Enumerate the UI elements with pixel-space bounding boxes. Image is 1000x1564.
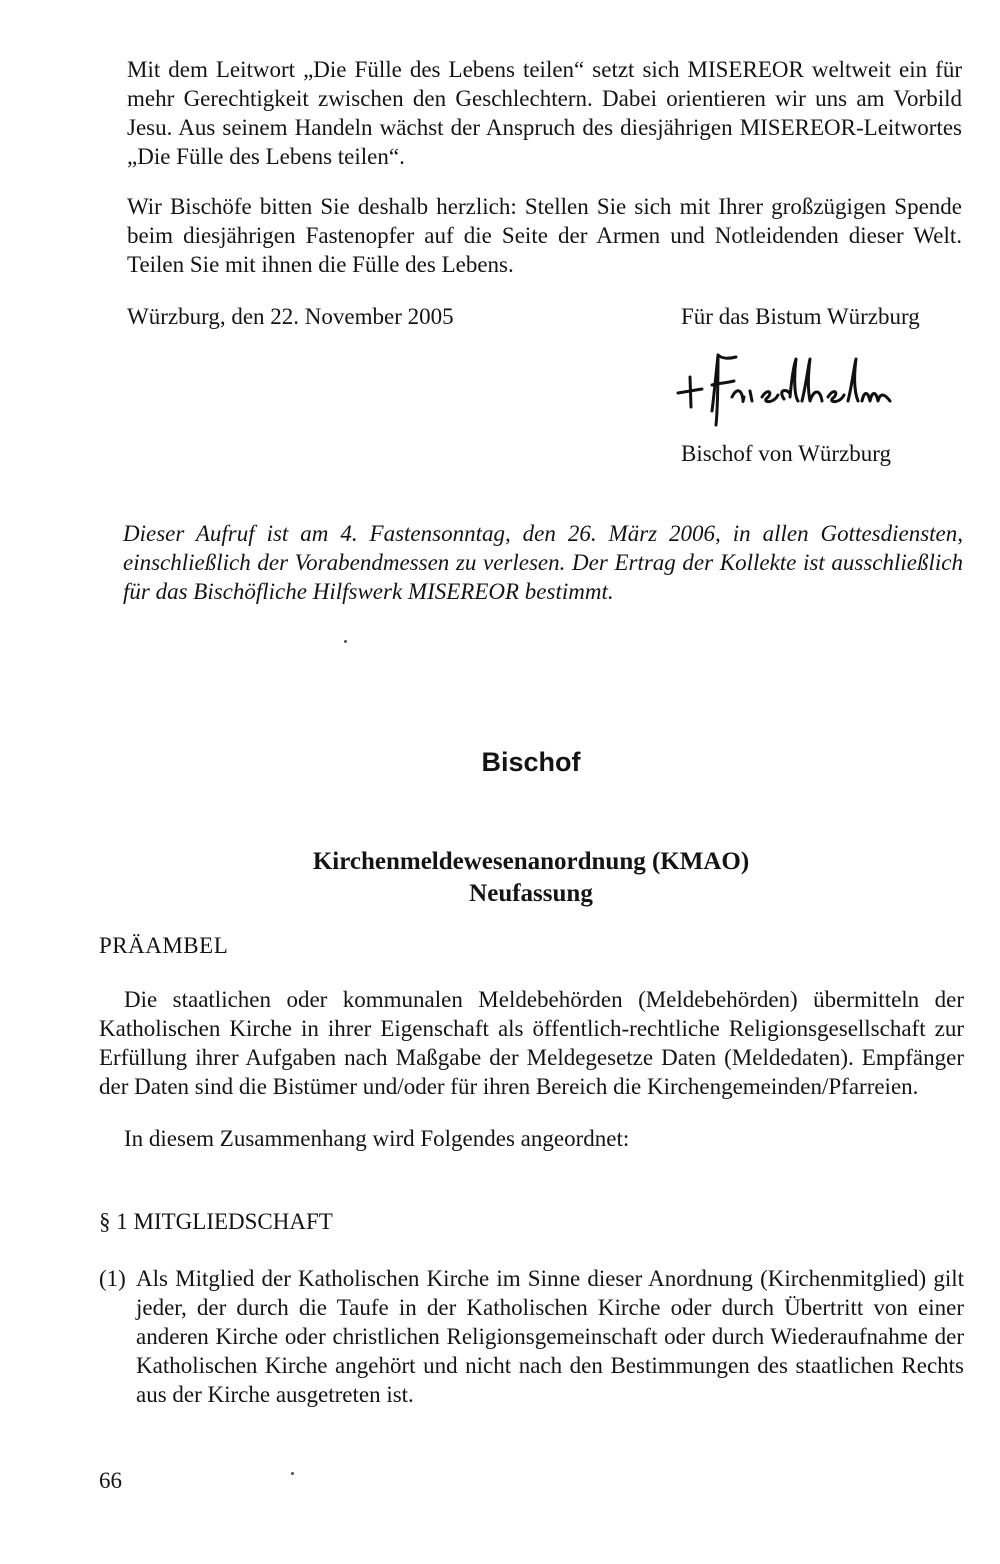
signatory-title: Bischof von Würzburg <box>681 441 891 466</box>
place-date: Würzburg, den 22. November 2005 <box>127 304 454 329</box>
letter-paragraph-1: Mit dem Leitwort „Die Fülle des Lebens teilen“ setzt sich MISEREOR weltweit ein für mehr Gerechtigkeit zwischen den Geschlechtern. Dabei orientieren wir uns am Vorbild Jesu. Aus seinem Handeln wächst der Anspruch des diesjährigen MISEREOR-Leitwortes „Die Fülle des Lebens teilen“. <box>127 57 962 169</box>
section-1-label: § 1 MITGLIEDSCHAFT <box>99 1209 333 1234</box>
section-heading: Bischof <box>481 747 581 777</box>
preamble-text <box>99 985 964 1101</box>
ordinance-title-line-1: Kirchenmeldewesenanordnung (KMAO) <box>312 848 750 875</box>
page-number: 66 <box>99 1468 122 1493</box>
preamble-closing-line: In diesem Zusammenhang wird Folgendes angeordnet: <box>124 1126 630 1151</box>
preamble-paragraph: Die staatlichen oder kommunalen Meldebehörden (Meldebehörden) übermitteln der Katholischen Kirche in ihrer Eigenschaft als öffentlich-rechtliche Religionsgesellschaft zur Erfüllung ihrer Aufgaben nach Maßgabe der Meldegesetze Daten (Meldedaten). Empfänger der Daten sind die Bistümer und/oder für ihren Bereich die Kirchengemeinden/Pfarreien. <box>99 987 964 1099</box>
clause-1-number: (1) <box>99 1266 126 1291</box>
handwritten-signature <box>668 345 928 435</box>
reading-notice: Dieser Aufruf ist am 4. Fastensonntag, den 26. März 2006, in allen Gottesdiensten, einschließlich der Vorabendmessen zu verlesen. Der Ertrag der Kollekte ist ausschließlich für das Bischöfliche Hilfswerk MISEREOR bestimmt. <box>123 521 963 604</box>
letter-paragraph-2: Wir Bischöfe bitten Sie deshalb herzlich: Stellen Sie sich mit Ihrer großzügigen Spende beim diesjährigen Fastenopfer auf die Seite der Armen und Notleidenden dieser Welt. Teilen Sie mit ihnen die Fülle des Lebens. <box>127 194 962 277</box>
clause-1-text: Als Mitglied der Katholischen Kirche im Sinne dieser Anordnung (Kirchenmitglied) gilt jeder, der durch die Taufe in der Katholischen Kirche oder durch Übertritt von einer anderen Kirche oder christlichen Religionsgemeinschaft oder durch Wiederaufnahme der Katholischen Kirche angehört und nicht nach den Bestimmungen des staatlichen Rechts aus der Kirche ausgetreten ist. <box>136 1266 964 1407</box>
print-speck <box>291 1472 294 1475</box>
preamble-label: PRÄAMBEL <box>99 933 229 958</box>
print-speck <box>344 640 347 643</box>
diocese-line: Für das Bistum Würzburg <box>681 304 920 329</box>
ordinance-title <box>0 846 1000 910</box>
ordinance-title-line-2: Neufassung <box>469 880 593 907</box>
